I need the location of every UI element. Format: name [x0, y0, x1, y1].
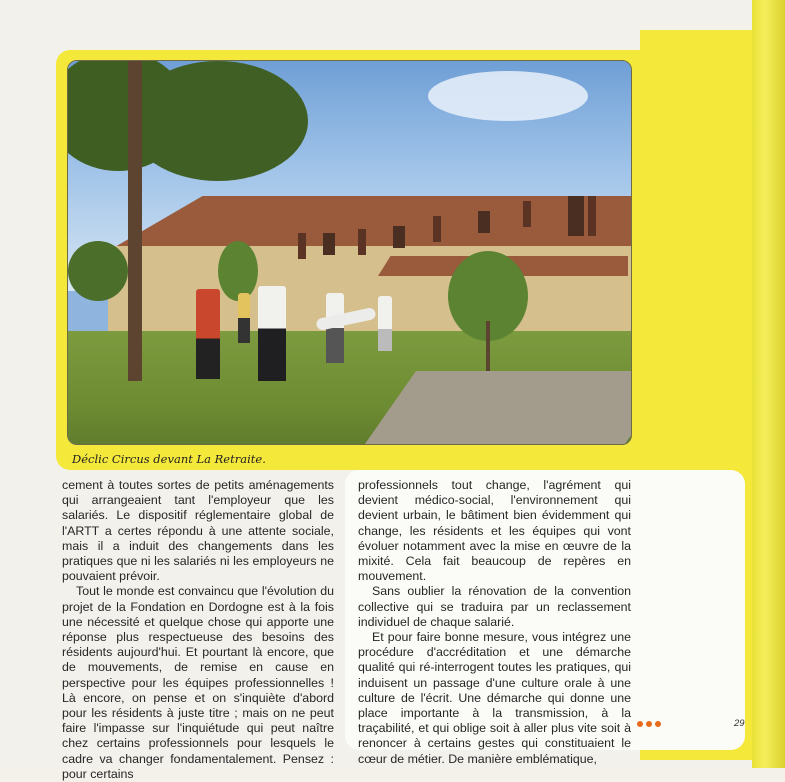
- building-window: [323, 233, 335, 255]
- person: [196, 289, 220, 379]
- building-window: [568, 196, 584, 236]
- building-shutter: [588, 196, 596, 236]
- continue-dots-icon: [637, 721, 661, 727]
- page-binding-edge: [752, 0, 785, 768]
- paragraph: Et pour faire bonne mesure, vous intégrez une procédure d'accréditation et une démarche qualité qui ré-interrogent toutes les pratiques, qui induisent un passage d'une culture orale à une culture de l'écrit. Une démarche qui donne une place importante à la transmission, à la traçabilité, et qui oblige soit à aller plus vite soit à renoncer à certains gestes qui constituaient le cœur de métier. De manière emblématique,: [358, 630, 631, 766]
- tree-trunk: [486, 321, 490, 371]
- photo-building-lawn: [67, 60, 632, 445]
- person: [238, 293, 250, 343]
- dot: [646, 721, 652, 727]
- building-shutter: [298, 233, 306, 259]
- paragraph: cement à toutes sortes de petits aménagements qui arrangeaient tant l'employeur que les salariés. Le dispositif réglementaire global de l'ARTT a certes répondu à une attente sociale, mais il a induit des changements dans les pratiques que ni les salariés ni les employeurs ne pouvaient prévoir.: [62, 478, 334, 584]
- tree-foliage: [128, 61, 308, 181]
- building-shutter: [358, 229, 366, 255]
- building-shutter: [433, 216, 441, 242]
- dot: [655, 721, 661, 727]
- tree-foliage: [68, 241, 128, 301]
- paragraph: Tout le monde est convaincu que l'évolution du projet de la Fondation en Dordogne est à la fois une nécessité et quelque chose qui apporte une réponse plus respectueuse des besoins des résidents aujourd'hui. Et pourtant là encore, que de mouvements, de remise en cause en perspective pour les équipes professionnelles ! Là encore, on pense et on s'inquiète d'abord pour les résidents à juste titre ; mais on ne peut faire l'impasse sur l'inquiétude qui peut naître chez certains professionnels pour lesquels le cadre va changer fondamentalement. Pensez : pour certains: [62, 584, 334, 781]
- photo-caption: Déclic Circus devant La Retraite.: [72, 452, 266, 466]
- building-window: [393, 226, 405, 248]
- page-number: 29: [734, 718, 745, 729]
- paragraph: Sans oublier la rénovation de la convention collective qui se traduira par un reclassement individuel de chaque salarié.: [358, 584, 631, 629]
- building-window: [478, 211, 490, 233]
- tree-trunk: [128, 61, 142, 381]
- building-shutter: [523, 201, 531, 227]
- tree-foliage: [218, 241, 258, 301]
- article-column-right: [358, 478, 631, 767]
- paragraph: professionnels tout change, l'agrément qui devient médico-social, l'environnement qui devient urbain, le bâtiment bien évidemment qui change, les résidents et les équipes qui vont évoluer notamment avec la mise en œuvre de la mixité. Cela fait beaucoup de repères en mouvement.: [358, 478, 631, 584]
- dot: [637, 721, 643, 727]
- article-column-left: [62, 478, 334, 782]
- photo-cloud: [428, 71, 588, 121]
- person: [258, 286, 286, 381]
- person: [378, 296, 392, 351]
